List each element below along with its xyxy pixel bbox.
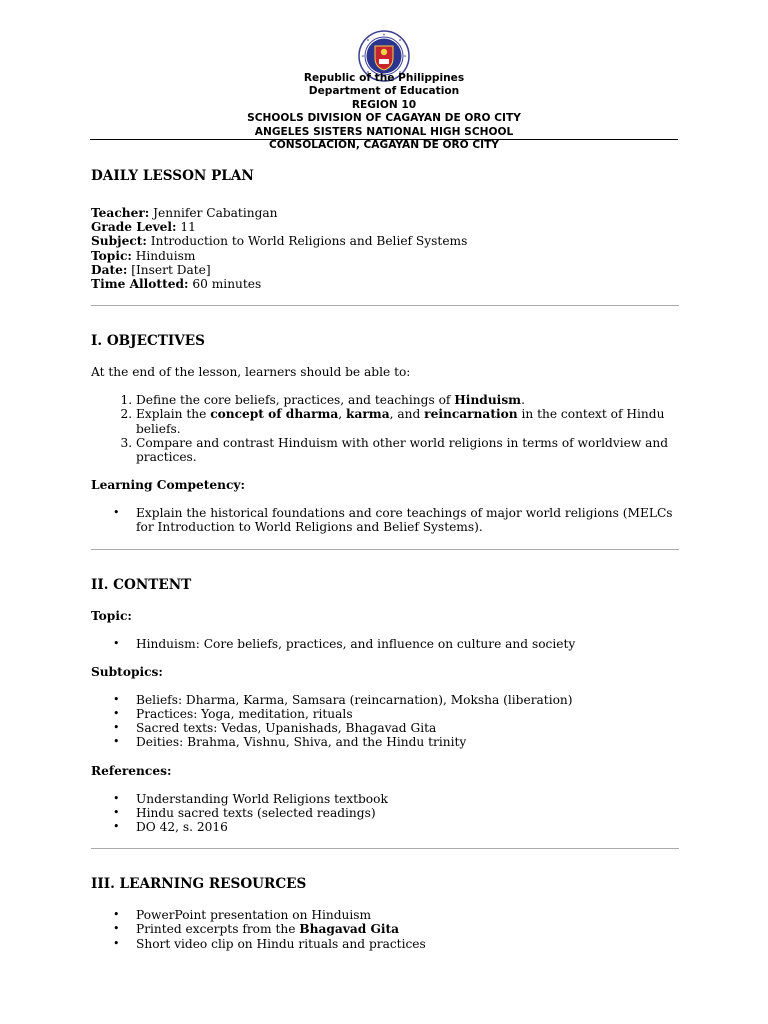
references-subhead: References: — [91, 763, 172, 778]
grade-value: 11 — [176, 220, 196, 235]
list-item: 2. Explain the concept of dharma, karma, and reincarnation in the context of Hindu beliefs. — [136, 407, 679, 435]
objectives-list — [91, 393, 679, 464]
teacher-value: Jennifer Cabatingan — [149, 206, 278, 220]
date-label: Date: — [91, 262, 128, 277]
list-item: • Understanding World Religions textbook — [136, 792, 679, 806]
section-divider — [91, 848, 679, 849]
letterhead-divider — [90, 139, 678, 140]
list-item: • Hindu sacred texts (selected readings) — [136, 806, 679, 820]
letterhead-republic: Republic of the Philippines — [303, 72, 465, 84]
list-item: • Hinduism: Core beliefs, practices, and influence on culture and society — [136, 637, 679, 651]
lesson-plan-body — [91, 168, 679, 951]
subtopics-subhead: Subtopics: — [91, 664, 163, 679]
date-line — [91, 263, 679, 277]
grade-line — [91, 220, 679, 234]
topic-value: Hinduism — [131, 248, 196, 263]
date-value: [Insert Date] — [127, 262, 211, 277]
topic-label: Topic: — [91, 248, 132, 263]
section-divider — [91, 305, 679, 306]
learning-competency-label: Learning Competency: — [91, 478, 246, 493]
letterhead — [90, 72, 678, 152]
list-item: 1. Define the core beliefs, practices, and teachings of Hinduism. — [136, 393, 679, 407]
list-item: • Beliefs: Dharma, Karma, Samsara (reincarnation), Moksha (liberation) — [136, 693, 679, 707]
time-label: Time Allotted: — [91, 277, 189, 292]
topic-list — [91, 637, 679, 651]
competency-list — [91, 506, 679, 534]
subject-label: Subject: — [91, 234, 147, 249]
teacher-line — [91, 206, 679, 220]
teacher-label: Teacher: — [91, 206, 150, 220]
time-line — [91, 277, 679, 291]
list-item: • Deities: Brahma, Vishnu, Shiva, and the Hindu trinity — [136, 735, 679, 749]
subject-value: Introduction to World Religions and Belief Systems — [146, 234, 468, 249]
resources-list — [91, 908, 679, 951]
lesson-info — [91, 206, 679, 291]
list-item: • Explain the historical foundations and core teachings of major world religions (MELCs for Introduction to World Religions and Belief Systems). — [136, 506, 679, 534]
list-item: • Short video clip on Hindu rituals and practices — [136, 937, 679, 951]
grade-label: Grade Level: — [91, 220, 177, 235]
reference-list — [91, 792, 679, 835]
letterhead-address: CONSOLACION, CAGAYAN DE ORO CITY — [269, 139, 499, 152]
content-heading: II. CONTENT — [91, 576, 192, 593]
list-item: • Practices: Yoga, meditation, rituals — [136, 707, 679, 721]
letterhead-division: SCHOOLS DIVISION OF CAGAYAN DE ORO CITY — [247, 112, 521, 125]
list-item: 3. Compare and contrast Hinduism with other world religions in terms of worldview and practices. — [136, 436, 679, 464]
section-divider — [91, 549, 679, 550]
subtopic-list — [91, 693, 679, 750]
resources-heading: III. LEARNING RESOURCES — [91, 876, 307, 893]
list-item: • PowerPoint presentation on Hinduism — [136, 908, 679, 922]
letterhead-department: Department of Education — [308, 85, 460, 98]
list-item: • Printed excerpts from the Bhagavad Gita — [136, 922, 679, 936]
objectives-heading: I. OBJECTIVES — [91, 333, 205, 350]
page-title: DAILY LESSON PLAN — [91, 168, 254, 184]
time-value: 60 minutes — [188, 277, 262, 292]
list-item: • DO 42, s. 2016 — [136, 820, 679, 834]
topic-line — [91, 249, 679, 263]
list-item: • Sacred texts: Vedas, Upanishads, Bhagavad Gita — [136, 721, 679, 735]
letterhead-region: REGION 10 — [351, 98, 417, 111]
objectives-intro: At the end of the lesson, learners should be able to: — [91, 365, 411, 380]
letterhead-school: ANGELES SISTERS NATIONAL HIGH SCHOOL — [254, 125, 514, 138]
topic-subhead: Topic: — [91, 608, 132, 623]
subject-line — [91, 234, 679, 248]
